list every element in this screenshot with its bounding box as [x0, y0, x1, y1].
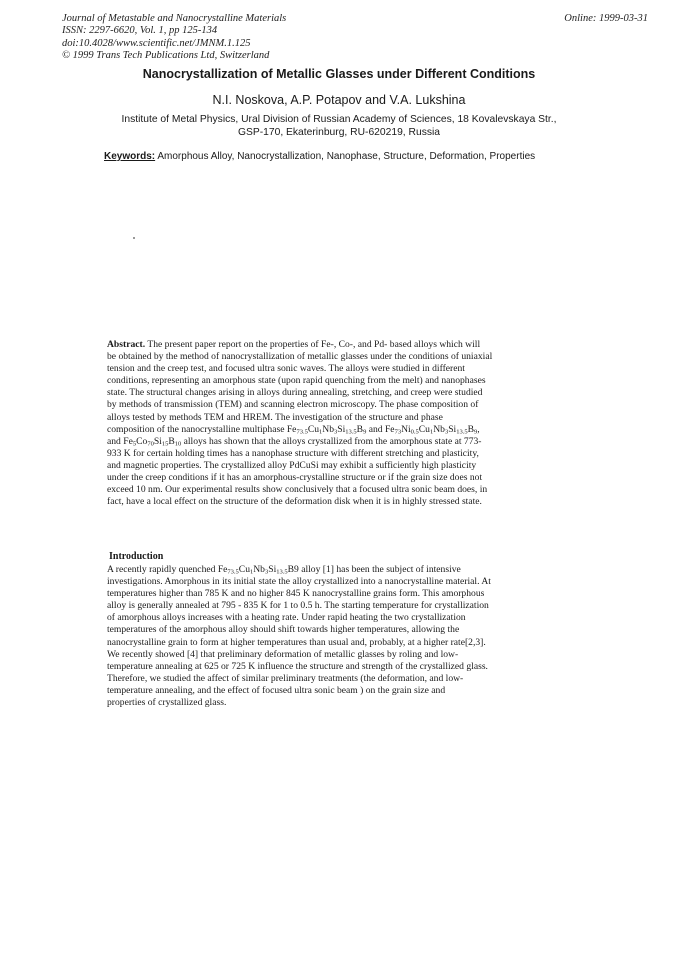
journal-header — [62, 13, 286, 63]
intro-line: nanocrystalline grain to form at higher temperatures than usual and, probably, at a higher rate[2,3]. — [107, 636, 486, 648]
abstract-line: and $Fe_5Co_{70}Si_{15}B_{10}$ alloys has shown that the alloys crystallized from the amorphous state at 773- — [107, 435, 482, 448]
intro-line: temperature annealing at 625 or 725 K influence the structure and strength of the crystallized glass. — [107, 660, 488, 672]
abstract-line: exceed 10 nm. Our experimental results show conclusively that a focused ultra sonic beam does, in — [107, 484, 488, 496]
abstract-line: Abstract. The present paper report on the properties of Fe-, Co-, and Pd- based alloys which will — [107, 339, 481, 350]
paper-title: Nanocrystallization of Metallic Glasses under Different Conditions — [142, 67, 536, 81]
intro-line: of amorphous alloys increases with a heating rate. Under rapid heating the two crystallization — [107, 612, 466, 624]
intro-line: properties of crystallized glass. — [107, 697, 227, 709]
intro-line: temperatures higher than 785 K and no higher 845 K nanocrystalline grains form. This amorphous — [107, 588, 485, 600]
abstract-line: state. The structural changes arising in alloys during annealing, stretching, and creep were studied — [107, 387, 483, 399]
scan-speck — [133, 237, 135, 239]
keywords — [104, 151, 535, 162]
abstract-line: conditions, representing an amorphous state (upon rapid quenching from the melt) and nanophases — [107, 375, 486, 387]
abstract-line: by methods of transmission (TEM) and scanning electron microscopy. The phase composition of — [107, 399, 479, 411]
intro-line: Therefore, we studied the affect of similar preliminary treatments (the deformation, and low- — [107, 672, 464, 684]
abstract — [107, 339, 547, 508]
intro-line: We recently showed [4] that preliminary deformation of metallic glasses by roling and low- — [107, 648, 459, 660]
abstract-line: under the creep conditions if it has an amorphous-crystalline structure or if the grain size does not — [107, 472, 483, 484]
introduction-heading: Introduction — [109, 551, 164, 562]
online-date: Online: 1999-03-31 — [564, 13, 648, 24]
keywords-text: Amorphous Alloy, Nanocrystallization, Nanophase, Structure, Deformation, Properties — [157, 151, 536, 162]
intro-line: investigations. Amorphous in its initial state the alloy crystallized into a nanocrystalline material. At — [107, 576, 491, 588]
intro-line: alloy is generally annealed at 795 - 835 K for 1 to 0.5 h. The starting temperature for crystallization — [107, 600, 489, 612]
abstract-line: tension and the creep test, and focused ultra sonic waves. The alloys were studied in different — [107, 363, 465, 375]
intro-line: A recently rapidly quenched $Fe_{73.5}Cu_1Nb_3Si_{13.5}B9$ alloy [1] has been the subject of intensive — [107, 564, 461, 576]
affiliation-line: Institute of Metal Physics, Ural Division of Russian Academy of Sciences, 18 Kovalevskaya Str., — [121, 114, 557, 125]
keywords-label: Keywords: — [104, 151, 156, 162]
intro-line: temperatures of the amorphous alloy should shift towards higher temperatures, allowing the — [107, 624, 460, 636]
abstract-line: 933 K for certain holding times has a nanophase structure with different stretching and plasticity, — [107, 447, 479, 459]
abstract-label: Abstract. — [107, 339, 146, 350]
affiliation — [0, 114, 678, 139]
introduction-body — [107, 564, 552, 709]
affiliation-line: GSP-170, Ekaterinburg, RU-620219, Russia — [237, 126, 441, 138]
abstract-line: be obtained by the method of nanocrystallization of metallic glasses under the conditions of uniaxial — [107, 351, 493, 363]
abstract-line: and magnetic properties. The crystallized alloy PdCuSi may exhibit a sufficiently high plasticity — [107, 459, 477, 471]
intro-line: temperature annealing, and the effect of focused ultra sonic beam ) on the grain size and — [107, 684, 446, 696]
journal-name: Journal of Metastable and Nanocrystalline Materials — [62, 13, 287, 24]
abstract-line: fact, have a local effect on the structure of the deformation disk when it is in highly stressed state. — [107, 496, 482, 508]
abstract-line: composition of the nanocrystalline multiphase $Fe_{73.5}Cu_1Nb_3Si_{13.5}B_9$ and $Fe_{73}Ni_{0.5}Cu_1Nb_3Si_{13.5}B_9$, — [107, 423, 480, 436]
paper-authors: N.I. Noskova, A.P. Potapov and V.A. Lukshina — [212, 93, 466, 107]
copyright-line: © 1999 Trans Tech Publications Ltd, Switzerland — [62, 50, 270, 62]
abstract-line: alloys tested by methods TEM and HREM. The investigation of the structure and phase — [107, 411, 443, 423]
issn-line: ISSN: 2297-6620, Vol. 1, pp 125-134 — [62, 25, 218, 37]
doi-line: doi:10.4028/www.scientific.net/JMNM.1.125 — [62, 37, 251, 49]
